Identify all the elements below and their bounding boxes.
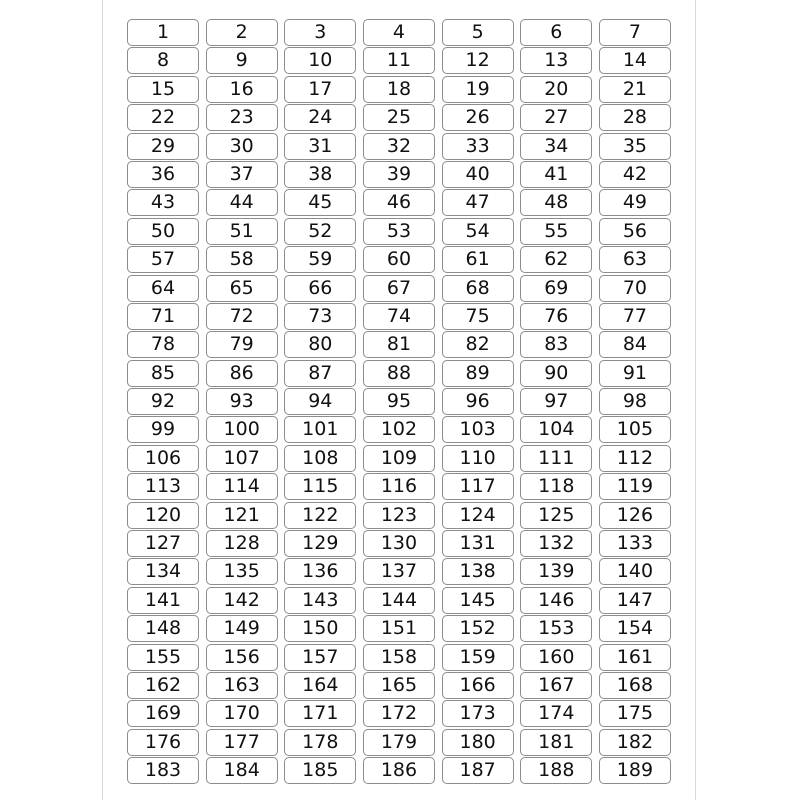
number-cell[interactable]: 73 [284,303,356,330]
number-cell[interactable]: 116 [363,473,435,500]
number-cell[interactable]: 15 [127,76,199,103]
number-cell[interactable]: 172 [363,700,435,727]
number-cell[interactable]: 69 [520,275,592,302]
number-cell[interactable]: 155 [127,644,199,671]
number-cell[interactable]: 117 [442,473,514,500]
number-cell[interactable]: 105 [599,416,671,443]
number-cell[interactable]: 188 [520,757,592,784]
number-cell[interactable]: 147 [599,587,671,614]
number-cell[interactable]: 35 [599,133,671,160]
number-cell[interactable]: 78 [127,331,199,358]
number-cell[interactable]: 120 [127,502,199,529]
number-cell[interactable]: 102 [363,416,435,443]
number-cell[interactable]: 75 [442,303,514,330]
number-cell[interactable]: 115 [284,473,356,500]
number-cell[interactable]: 168 [599,672,671,699]
number-cell[interactable]: 50 [127,218,199,245]
number-cell[interactable]: 179 [363,729,435,756]
number-cell[interactable]: 114 [206,473,278,500]
number-cell[interactable]: 79 [206,331,278,358]
number-cell[interactable]: 107 [206,445,278,472]
number-cell[interactable]: 163 [206,672,278,699]
number-cell[interactable]: 84 [599,331,671,358]
number-cell[interactable]: 101 [284,416,356,443]
number-cell[interactable]: 161 [599,644,671,671]
number-cell[interactable]: 118 [520,473,592,500]
number-cell[interactable]: 12 [442,47,514,74]
number-cell[interactable]: 22 [127,104,199,131]
number-cell[interactable]: 77 [599,303,671,330]
number-cell[interactable]: 7 [599,19,671,46]
number-cell[interactable]: 132 [520,530,592,557]
number-cell[interactable]: 11 [363,47,435,74]
number-cell[interactable]: 37 [206,161,278,188]
number-cell[interactable]: 129 [284,530,356,557]
number-cell[interactable]: 6 [520,19,592,46]
number-cell[interactable]: 173 [442,700,514,727]
number-cell[interactable]: 152 [442,615,514,642]
number-cell[interactable]: 98 [599,388,671,415]
number-cell[interactable]: 70 [599,275,671,302]
number-cell[interactable]: 53 [363,218,435,245]
number-cell[interactable]: 159 [442,644,514,671]
number-cell[interactable]: 134 [127,558,199,585]
number-cell[interactable]: 13 [520,47,592,74]
number-cell[interactable]: 112 [599,445,671,472]
number-cell[interactable]: 81 [363,331,435,358]
number-cell[interactable]: 157 [284,644,356,671]
number-cell[interactable]: 28 [599,104,671,131]
number-cell[interactable]: 40 [442,161,514,188]
number-cell[interactable]: 121 [206,502,278,529]
number-cell[interactable]: 122 [284,502,356,529]
number-cell[interactable]: 135 [206,558,278,585]
number-cell[interactable]: 68 [442,275,514,302]
number-cell[interactable]: 80 [284,331,356,358]
number-cell[interactable]: 86 [206,360,278,387]
number-cell[interactable]: 167 [520,672,592,699]
number-cell[interactable]: 14 [599,47,671,74]
number-cell[interactable]: 18 [363,76,435,103]
number-cell[interactable]: 124 [442,502,514,529]
number-cell[interactable]: 109 [363,445,435,472]
number-cell[interactable]: 187 [442,757,514,784]
number-cell[interactable]: 83 [520,331,592,358]
number-cell[interactable]: 45 [284,189,356,216]
number-cell[interactable]: 9 [206,47,278,74]
number-cell[interactable]: 48 [520,189,592,216]
number-cell[interactable]: 99 [127,416,199,443]
number-cell[interactable]: 65 [206,275,278,302]
number-cell[interactable]: 62 [520,246,592,273]
number-cell[interactable]: 150 [284,615,356,642]
number-cell[interactable]: 165 [363,672,435,699]
number-cell[interactable]: 169 [127,700,199,727]
number-cell[interactable]: 164 [284,672,356,699]
number-cell[interactable]: 146 [520,587,592,614]
number-cell[interactable]: 4 [363,19,435,46]
number-cell[interactable]: 178 [284,729,356,756]
number-cell[interactable]: 91 [599,360,671,387]
number-cell[interactable]: 166 [442,672,514,699]
number-cell[interactable]: 30 [206,133,278,160]
number-cell[interactable]: 67 [363,275,435,302]
number-cell[interactable]: 54 [442,218,514,245]
number-cell[interactable]: 108 [284,445,356,472]
number-cell[interactable]: 175 [599,700,671,727]
number-cell[interactable]: 26 [442,104,514,131]
number-cell[interactable]: 21 [599,76,671,103]
number-cell[interactable]: 31 [284,133,356,160]
number-cell[interactable]: 1 [127,19,199,46]
number-cell[interactable]: 94 [284,388,356,415]
number-cell[interactable]: 16 [206,76,278,103]
number-cell[interactable]: 149 [206,615,278,642]
number-cell[interactable]: 57 [127,246,199,273]
number-cell[interactable]: 90 [520,360,592,387]
number-cell[interactable]: 176 [127,729,199,756]
number-cell[interactable]: 49 [599,189,671,216]
number-cell[interactable]: 162 [127,672,199,699]
number-cell[interactable]: 29 [127,133,199,160]
number-cell[interactable]: 174 [520,700,592,727]
number-sheet [102,0,696,800]
number-cell[interactable]: 59 [284,246,356,273]
number-cell[interactable]: 140 [599,558,671,585]
number-cell[interactable]: 60 [363,246,435,273]
number-cell[interactable]: 185 [284,757,356,784]
number-cell[interactable]: 186 [363,757,435,784]
number-cell[interactable]: 46 [363,189,435,216]
number-cell[interactable]: 138 [442,558,514,585]
number-cell[interactable]: 143 [284,587,356,614]
number-cell[interactable]: 41 [520,161,592,188]
number-cell[interactable]: 145 [442,587,514,614]
number-cell[interactable]: 170 [206,700,278,727]
number-cell[interactable]: 32 [363,133,435,160]
number-cell[interactable]: 82 [442,331,514,358]
number-cell[interactable]: 111 [520,445,592,472]
number-cell[interactable]: 36 [127,161,199,188]
number-cell[interactable]: 119 [599,473,671,500]
number-cell[interactable]: 5 [442,19,514,46]
number-cell[interactable]: 20 [520,76,592,103]
number-cell[interactable]: 137 [363,558,435,585]
number-cell[interactable]: 24 [284,104,356,131]
number-cell[interactable]: 34 [520,133,592,160]
number-cell[interactable]: 96 [442,388,514,415]
number-cell[interactable]: 103 [442,416,514,443]
number-cell[interactable]: 153 [520,615,592,642]
number-cell[interactable]: 130 [363,530,435,557]
number-cell[interactable]: 3 [284,19,356,46]
number-cell[interactable]: 126 [599,502,671,529]
number-cell[interactable]: 95 [363,388,435,415]
number-cell[interactable]: 151 [363,615,435,642]
number-cell[interactable]: 141 [127,587,199,614]
number-grid [127,19,671,784]
number-cell[interactable]: 42 [599,161,671,188]
number-cell[interactable]: 89 [442,360,514,387]
number-cell[interactable]: 74 [363,303,435,330]
number-cell[interactable]: 43 [127,189,199,216]
number-cell[interactable]: 47 [442,189,514,216]
number-cell[interactable]: 76 [520,303,592,330]
number-cell[interactable]: 23 [206,104,278,131]
number-cell[interactable]: 171 [284,700,356,727]
number-cell[interactable]: 139 [520,558,592,585]
number-cell[interactable]: 25 [363,104,435,131]
number-cell[interactable]: 106 [127,445,199,472]
number-cell[interactable]: 58 [206,246,278,273]
number-cell[interactable]: 142 [206,587,278,614]
number-cell[interactable]: 38 [284,161,356,188]
number-cell[interactable]: 160 [520,644,592,671]
number-cell[interactable]: 144 [363,587,435,614]
number-cell[interactable]: 104 [520,416,592,443]
number-cell[interactable]: 27 [520,104,592,131]
number-cell[interactable]: 123 [363,502,435,529]
number-cell[interactable]: 125 [520,502,592,529]
number-cell[interactable]: 133 [599,530,671,557]
number-cell[interactable]: 184 [206,757,278,784]
number-cell[interactable]: 63 [599,246,671,273]
number-cell[interactable]: 19 [442,76,514,103]
number-cell[interactable]: 113 [127,473,199,500]
number-cell[interactable]: 183 [127,757,199,784]
number-cell[interactable]: 66 [284,275,356,302]
number-cell[interactable]: 93 [206,388,278,415]
number-cell[interactable]: 55 [520,218,592,245]
number-cell[interactable]: 52 [284,218,356,245]
number-cell[interactable]: 180 [442,729,514,756]
number-cell[interactable]: 177 [206,729,278,756]
number-cell[interactable]: 61 [442,246,514,273]
number-cell[interactable]: 33 [442,133,514,160]
number-cell[interactable]: 88 [363,360,435,387]
number-cell[interactable]: 131 [442,530,514,557]
number-cell[interactable]: 51 [206,218,278,245]
number-cell[interactable]: 39 [363,161,435,188]
number-cell[interactable]: 97 [520,388,592,415]
number-cell[interactable]: 92 [127,388,199,415]
number-cell[interactable]: 189 [599,757,671,784]
number-cell[interactable]: 136 [284,558,356,585]
number-cell[interactable]: 154 [599,615,671,642]
number-cell[interactable]: 17 [284,76,356,103]
number-cell[interactable]: 181 [520,729,592,756]
number-cell[interactable]: 182 [599,729,671,756]
number-cell[interactable]: 110 [442,445,514,472]
number-cell[interactable]: 128 [206,530,278,557]
number-cell[interactable]: 72 [206,303,278,330]
number-cell[interactable]: 64 [127,275,199,302]
number-cell[interactable]: 158 [363,644,435,671]
number-cell[interactable]: 10 [284,47,356,74]
number-cell[interactable]: 56 [599,218,671,245]
number-cell[interactable]: 127 [127,530,199,557]
number-cell[interactable]: 100 [206,416,278,443]
number-cell[interactable]: 85 [127,360,199,387]
number-cell[interactable]: 44 [206,189,278,216]
number-cell[interactable]: 8 [127,47,199,74]
number-cell[interactable]: 2 [206,19,278,46]
number-cell[interactable]: 71 [127,303,199,330]
number-cell[interactable]: 156 [206,644,278,671]
number-cell[interactable]: 148 [127,615,199,642]
number-cell[interactable]: 87 [284,360,356,387]
